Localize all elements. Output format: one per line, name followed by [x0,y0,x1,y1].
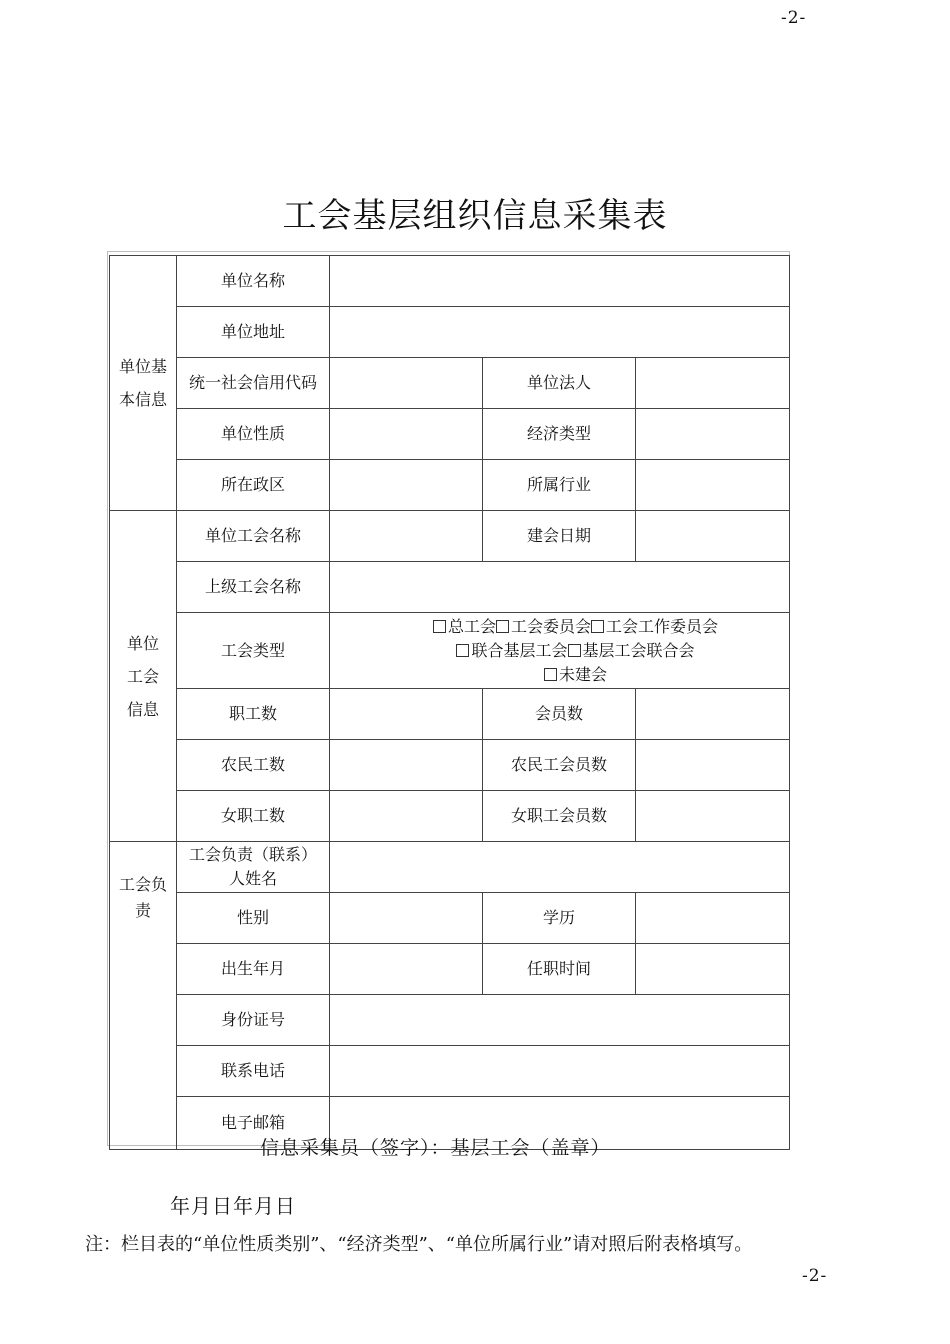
label-staff-count: 职工数 [177,689,330,740]
unit-name-field[interactable] [330,256,790,307]
page-number-top: -2- [781,8,807,28]
parent-union-field[interactable] [330,562,790,613]
table-row [110,740,790,791]
table-row [110,995,790,1046]
section-union-info: 单位 工会 信息 [110,511,177,842]
label-female-member-count: 女职工会员数 [483,791,636,842]
table-row [110,893,790,944]
id-number-field[interactable] [330,995,790,1046]
checkbox-union-work-committee[interactable] [591,620,604,633]
phone-field[interactable] [330,1046,790,1097]
label-email: 电子邮箱 [177,1097,330,1150]
migrant-count-field[interactable] [330,740,483,791]
table-row [110,511,790,562]
label-phone: 联系电话 [177,1046,330,1097]
section-basic-info: 单位基本信息 [110,256,177,511]
label-leader-name: 工会负责（联系）人姓名 [177,842,330,893]
label-unit-name: 单位名称 [177,256,330,307]
union-name-field[interactable] [330,511,483,562]
table-row [110,460,790,511]
industry-field[interactable] [636,460,790,511]
table-row [110,307,790,358]
date-line: 年月日年月日 [170,1194,296,1218]
table-row [110,944,790,995]
table-row [110,1046,790,1097]
label-member-count: 会员数 [483,689,636,740]
leader-name-field[interactable] [330,842,790,893]
legal-person-field[interactable] [636,358,790,409]
label-legal-person: 单位法人 [483,358,636,409]
page-number-bottom: -2- [802,1266,828,1286]
table-row [110,791,790,842]
unit-address-field[interactable] [330,307,790,358]
birth-field[interactable] [330,944,483,995]
label-birth: 出生年月 [177,944,330,995]
table-row [110,689,790,740]
table-row [110,613,790,689]
district-field[interactable] [330,460,483,511]
checkbox-general-union[interactable] [433,620,446,633]
label-gender: 性别 [177,893,330,944]
label-economic-type: 经济类型 [483,409,636,460]
label-migrant-member-count: 农民工会员数 [483,740,636,791]
signature-line: 信息采集员（签字）：基层工会（盖章） [260,1137,611,1159]
table-row [110,256,790,307]
footnote: 注：栏目表的“单位性质类别”、“经济类型”、“单位所属行业”请对照后附表格填写。 [85,1234,753,1255]
union-type-options [330,613,790,689]
table-row [110,409,790,460]
migrant-member-count-field[interactable] [636,740,790,791]
label-union-type: 工会类型 [177,613,330,689]
founding-date-field[interactable] [636,511,790,562]
option-line: 总工会 工会委员会 工会工作委员会 [362,615,789,639]
option-line: 联合基层工会 基层工会联合会 [362,639,789,663]
label-founding-date: 建会日期 [483,511,636,562]
page-title: 工会基层组织信息采集表 [282,196,668,236]
label-education: 学历 [483,893,636,944]
label-unit-address: 单位地址 [177,307,330,358]
checkbox-grassroots-union-federation[interactable] [568,644,581,657]
female-count-field[interactable] [330,791,483,842]
education-field[interactable] [636,893,790,944]
info-form-table [109,255,790,1150]
label-parent-union: 上级工会名称 [177,562,330,613]
label-term-time: 任职时间 [483,944,636,995]
checkbox-union-committee[interactable] [496,620,509,633]
unit-nature-field[interactable] [330,409,483,460]
label-unit-nature: 单位性质 [177,409,330,460]
label-union-name: 单位工会名称 [177,511,330,562]
label-migrant-count: 农民工数 [177,740,330,791]
table-row [110,358,790,409]
table-row [110,842,790,893]
checkbox-joint-grassroots-union[interactable] [456,644,469,657]
table-row [110,562,790,613]
label-district: 所在政区 [177,460,330,511]
label-credit-code: 统一社会信用代码 [177,358,330,409]
female-member-count-field[interactable] [636,791,790,842]
section-leader: 工会负责 [110,842,177,1150]
credit-code-field[interactable] [330,358,483,409]
term-time-field[interactable] [636,944,790,995]
staff-count-field[interactable] [330,689,483,740]
label-id-number: 身份证号 [177,995,330,1046]
label-female-count: 女职工数 [177,791,330,842]
label-industry: 所属行业 [483,460,636,511]
member-count-field[interactable] [636,689,790,740]
option-line: 未建会 [362,663,789,687]
gender-field[interactable] [330,893,483,944]
checkbox-not-established[interactable] [544,668,557,681]
economic-type-field[interactable] [636,409,790,460]
